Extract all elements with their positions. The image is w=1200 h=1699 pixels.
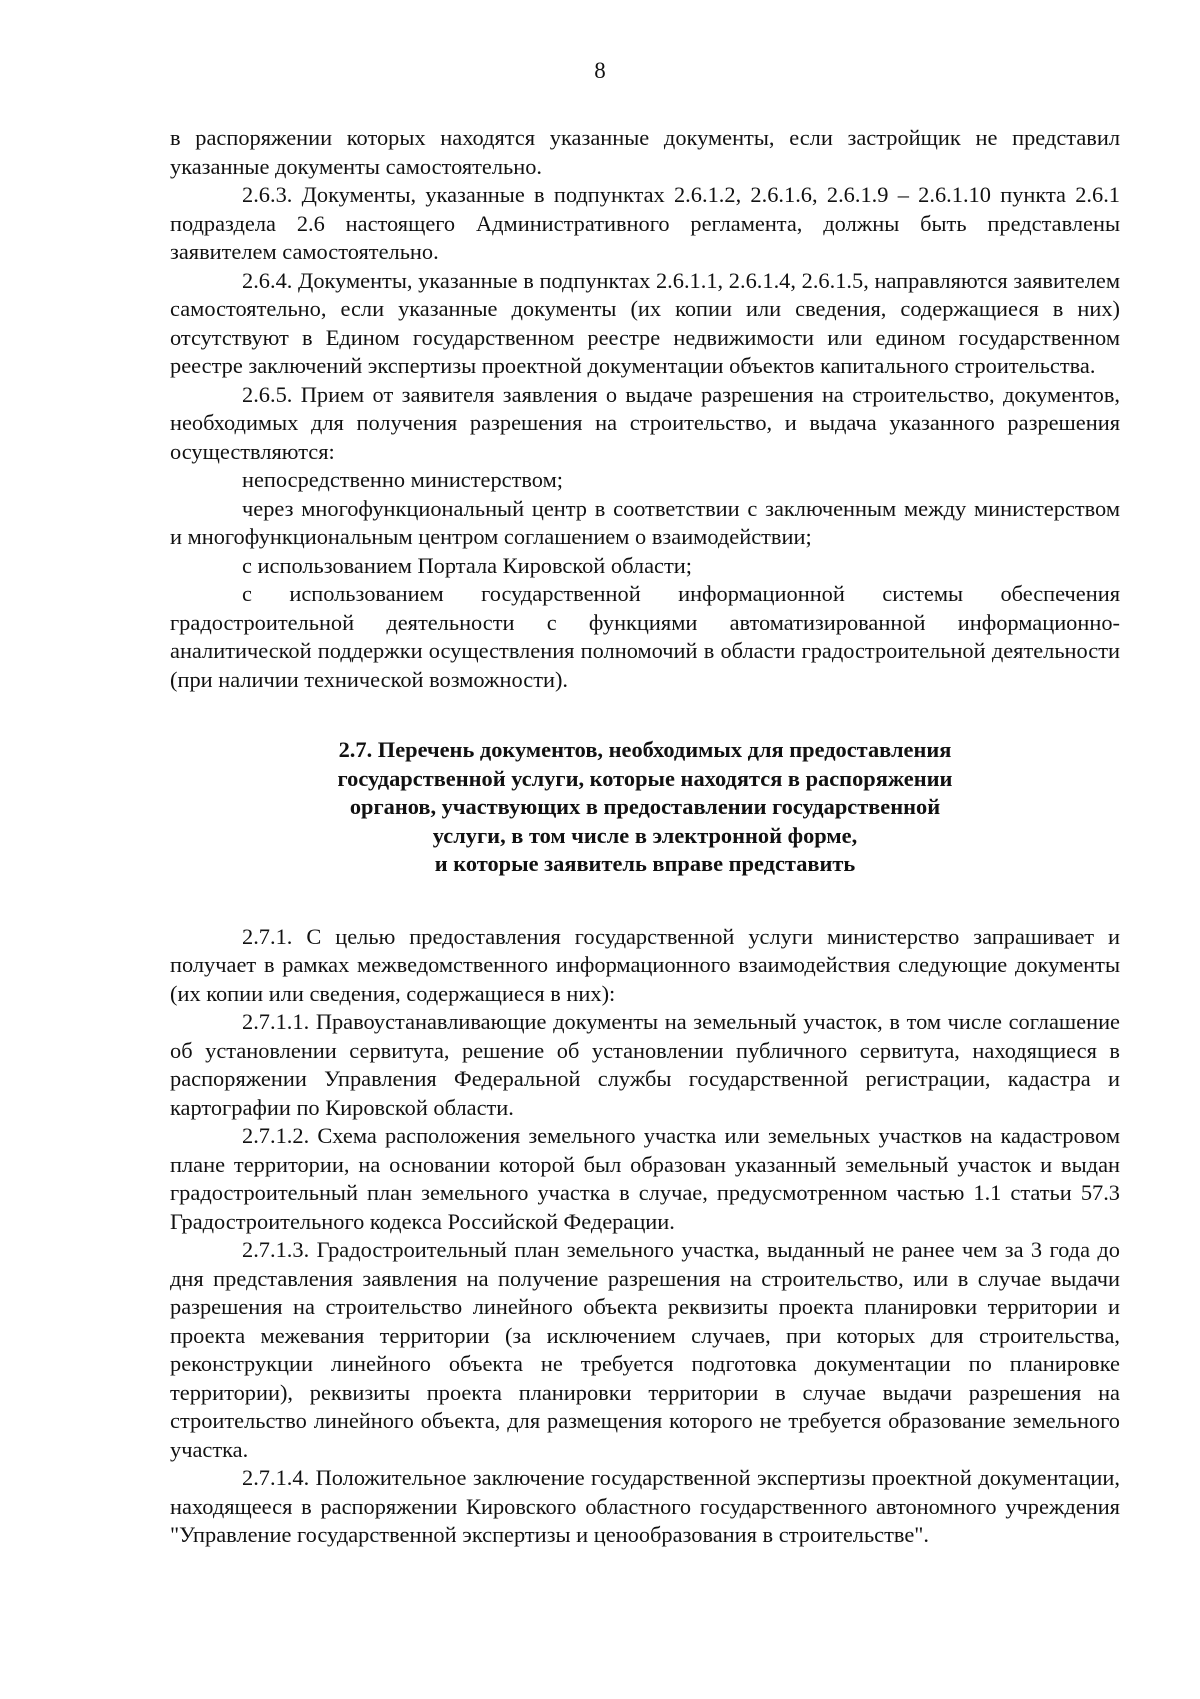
paragraph-2-7-1: 2.7.1. С целью предоставления государственной услуги министерство запрашивает и получает в рамках межведомственного информационного взаимодействия следующие документы (их копии или сведения, содержащиеся в них): xyxy=(170,923,1120,1006)
paragraph-continuation: в распоряжении которых находятся указанные документы, если застройщик не представил указанные документы самостоятельно. xyxy=(170,125,1120,179)
heading-line: услуги, в том числе в электронной форме, xyxy=(432,822,858,848)
list-item-ministry: непосредственно министерством; xyxy=(242,467,563,492)
paragraph-2-7-1-4: 2.7.1.4. Положительное заключение государственной экспертизы проектной документации, находящееся в распоряжении Кировского областного государственного автономного учреждения "Управление государственной экспертизы и ценообразования в строительстве". xyxy=(170,1465,1120,1547)
list-item-portal: с использованием Портала Кировской области; xyxy=(242,552,692,578)
paragraph-2-6-3: 2.6.3. Документы, указанные в подпунктах 2.6.1.2, 2.6.1.6, 2.6.1.9 – 2.6.1.10 пункта 2.6.1 подраздела 2.6 настоящего Административного регламента, должны быть представлены заявителем самостоятельно. xyxy=(170,182,1120,264)
paragraph-2-6-4: 2.6.4. Документы, указанные в подпунктах 2.6.1.1, 2.6.1.4, 2.6.1.5, направляются заявителем самостоятельно, если указанные документы (их копии или сведения, содержащиеся в них) отсутствуют в Едином государственном реестре недвижимости или едином государственном реестре заключений экспертизы проектной документации объектов капитального строительства. xyxy=(170,267,1120,378)
list-item-gis: с использованием государственной информационной системы обеспечения градостроительной деятельности с функциями автоматизированной информационно-аналитической поддержки осуществления полномочий в области градостроительной деятельности (при наличии технической возможности). xyxy=(170,581,1120,692)
paragraph-2-6-5: 2.6.5. Прием от заявителя заявления о выдаче разрешения на строительство, документов, необходимых для получения разрешения на строительство, и выдача указанного разрешения осуществляются: xyxy=(170,381,1120,464)
heading-line: 2.7. Перечень документов, необходимых для предоставления xyxy=(338,737,952,762)
page-number: 8 xyxy=(594,58,606,83)
document-body xyxy=(170,124,1120,1550)
list-item-mfc: через многофункциональный центр в соответствии с заключенным между министерством и многофункциональным центром соглашением о взаимодействии; xyxy=(170,495,1120,549)
heading-line: государственной услуги, которые находятся в распоряжении xyxy=(337,765,953,791)
heading-line: и которые заявитель вправе представить xyxy=(434,851,856,876)
heading-line: органов, участвующих в предоставлении государственной xyxy=(349,794,941,819)
paragraph-2-7-1-2: 2.7.1.2. Схема расположения земельного участка или земельных участков на кадастровом плане территории, на основании которой был образован указанный земельный участок и выдан градостроительный план земельного участка в случае, предусмотренном частью 1.1 статьи 57.3 Градостроительного кодекса Российской Федерации. xyxy=(170,1123,1120,1234)
paragraph-2-7-1-1: 2.7.1.1. Правоустанавливающие документы на земельный участок, в том числе соглашение об установлении сервитута, решение об установлении публичного сервитута, находящиеся в распоряжении Управления Федеральной службы государственной регистрации, кадастра и картографии по Кировской области. xyxy=(170,1009,1120,1120)
section-heading-2-7 xyxy=(170,736,1120,879)
paragraph-2-7-1-3: 2.7.1.3. Градостроительный план земельного участка, выданный не ранее чем за 3 года до дня представления заявления на получение разрешения на строительство, или в случае выдачи разрешения на строительство линейного объекта реквизиты проекта планировки территории и проекта межевания территории (за исключением случаев, при которых для строительства, реконструкции линейного объекта не требуется подготовка документации по планировке территории), реквизиты проекта планировки территории в случае выдачи разрешения на строительство линейного объекта, для размещения которого не требуется образование земельного участка. xyxy=(170,1237,1120,1462)
